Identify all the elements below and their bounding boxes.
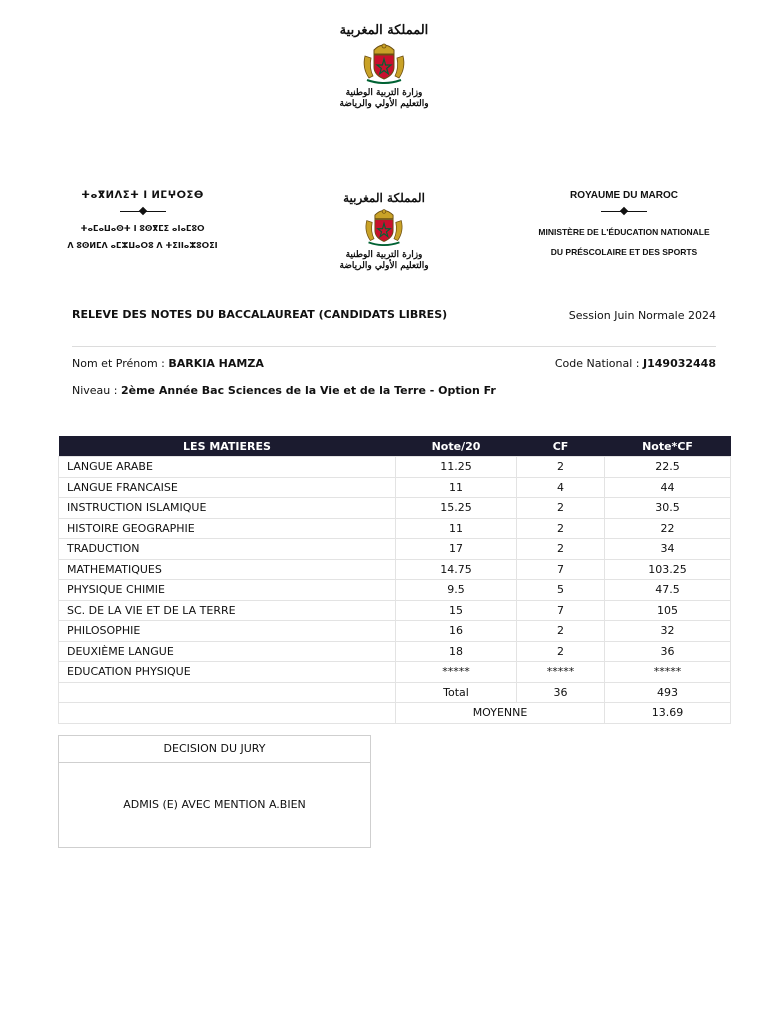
amazigh-ministry-line-1: ⵜⴰⵎⴰⵡⴰⵙⵜ ⵏ ⵓⵙⴳⵎⵉ ⴰⵏⴰⵎⵓⵔ — [80, 224, 205, 233]
note-cf-cell: 103.25 — [605, 559, 731, 580]
moyenne-row — [59, 703, 731, 724]
cf-cell: 5 — [517, 580, 605, 601]
cf-cell: 2 — [517, 621, 605, 642]
subject-cell: EDUCATION PHYSIQUE — [59, 662, 396, 683]
table-row — [59, 477, 731, 498]
subject-cell: DEUXIÈME LANGUE — [59, 641, 396, 662]
subject-cell: PHILOSOPHIE — [59, 621, 396, 642]
subject-cell: PHYSIQUE CHIMIE — [59, 580, 396, 601]
header-subjects: LES MATIERES — [59, 436, 396, 457]
document-title: RELEVE DES NOTES DU BACCALAUREAT (CANDIDATS LIBRES) — [72, 308, 448, 321]
table-row — [59, 580, 731, 601]
note-cell: 15 — [396, 600, 517, 621]
grades-table — [58, 436, 731, 724]
top-emblem-block — [314, 22, 454, 110]
note-cell: 16 — [396, 621, 517, 642]
note-cf-cell: 34 — [605, 539, 731, 560]
table-row — [59, 600, 731, 621]
header-note-cf: Note*CF — [605, 436, 731, 457]
subject-cell: SC. DE LA VIE ET DE LA TERRE — [59, 600, 396, 621]
amazigh-kingdom: ⵜⴰⴳⵍⴷⵉⵜ ⵏ ⵍⵎⵖⵔⵉⴱ — [81, 190, 204, 201]
name-value: BARKIA HAMZA — [168, 357, 264, 370]
niveau-field — [72, 384, 496, 397]
cf-cell: 2 — [517, 518, 605, 539]
table-row — [59, 621, 731, 642]
note-cf-cell: 22.5 — [605, 457, 731, 478]
table-header-row — [59, 436, 731, 457]
note-cell: 11.25 — [396, 457, 517, 478]
ornament-divider — [120, 207, 166, 216]
header-cf: CF — [517, 436, 605, 457]
note-cell: 11 — [396, 477, 517, 498]
middle-emblem-block — [330, 190, 438, 272]
cf-cell: 7 — [517, 600, 605, 621]
niveau-value: 2ème Année Bac Sciences de la Vie et de la Terre - Option Fr — [120, 384, 496, 397]
table-row — [59, 539, 731, 560]
mid-ministry-arabic-line-1: وزارة التربية الوطنية — [345, 250, 423, 260]
niveau-label: Niveau : — [72, 384, 121, 397]
cf-cell: 7 — [517, 559, 605, 580]
code-national-field — [555, 357, 716, 370]
moyenne-label: MOYENNE — [396, 703, 605, 724]
code-label: Code National : — [554, 357, 644, 370]
total-empty-cell — [59, 682, 396, 703]
note-cf-cell: 32 — [605, 621, 731, 642]
note-cf-cell: 44 — [605, 477, 731, 498]
mid-ministry-arabic-line-2: والتعليم الأولي والرياضة — [339, 261, 429, 271]
table-row — [59, 457, 731, 478]
table-row — [59, 498, 731, 519]
subject-cell: INSTRUCTION ISLAMIQUE — [59, 498, 396, 519]
moroccan-coat-of-arms-icon — [363, 206, 405, 246]
code-value: J149032448 — [643, 357, 716, 370]
table-row — [59, 518, 731, 539]
jury-decision-box — [58, 735, 371, 848]
table-row — [59, 559, 731, 580]
fr-kingdom: ROYAUME DU MAROC — [570, 190, 678, 201]
top-ministry-arabic-line-2: والتعليم الأولي والرياضة — [339, 99, 429, 109]
french-header-block — [535, 190, 713, 260]
note-cf-cell: 22 — [605, 518, 731, 539]
note-cell: 9.5 — [396, 580, 517, 601]
cf-cell: 2 — [517, 457, 605, 478]
subject-cell: MATHEMATIQUES — [59, 559, 396, 580]
table-row — [59, 641, 731, 662]
cf-cell: ***** — [517, 662, 605, 683]
note-cell: 18 — [396, 641, 517, 662]
note-cf-cell: 30.5 — [605, 498, 731, 519]
moyenne-value: 13.69 — [605, 703, 731, 724]
separator-line — [72, 346, 716, 347]
mid-kingdom-arabic: المملكة المغربية — [343, 191, 425, 205]
grades-table-body — [59, 457, 731, 683]
note-cell: 14.75 — [396, 559, 517, 580]
total-note-cf: 493 — [605, 682, 731, 703]
top-ministry-arabic-line-1: وزارة التربية الوطنية — [345, 88, 423, 98]
moyenne-empty-cell — [59, 703, 396, 724]
subject-cell: HISTOIRE GEOGRAPHIE — [59, 518, 396, 539]
fr-ministry-line-1: MINISTÈRE DE L'ÉDUCATION NATIONALE — [538, 227, 710, 237]
subject-cell: TRADUCTION — [59, 539, 396, 560]
cf-cell: 4 — [517, 477, 605, 498]
jury-title: DECISION DU JURY — [59, 736, 370, 763]
table-row — [59, 662, 731, 683]
amazigh-header-block — [60, 190, 225, 250]
header-note: Note/20 — [396, 436, 517, 457]
note-cf-cell: 105 — [605, 600, 731, 621]
note-cell: 17 — [396, 539, 517, 560]
note-cf-cell: ***** — [605, 662, 731, 683]
jury-decision: ADMIS (E) AVEC MENTION A.BIEN — [123, 798, 306, 811]
note-cf-cell: 47.5 — [605, 580, 731, 601]
subject-cell: LANGUE ARABE — [59, 457, 396, 478]
subject-cell: LANGUE FRANCAISE — [59, 477, 396, 498]
note-cell: 15.25 — [396, 498, 517, 519]
ornament-divider — [601, 207, 647, 216]
top-kingdom-arabic: المملكة المغربية — [339, 23, 429, 38]
total-label: Total — [396, 682, 517, 703]
cf-cell: 2 — [517, 498, 605, 519]
name-label: Nom et Prénom : — [72, 357, 169, 370]
cf-cell: 2 — [517, 641, 605, 662]
candidate-name-field — [72, 357, 264, 370]
note-cell: 11 — [396, 518, 517, 539]
total-row — [59, 682, 731, 703]
note-cell: ***** — [396, 662, 517, 683]
amazigh-ministry-line-2: ⴷ ⵓⵙⵍⵎⴷ ⴰⵎⵣⵡⴰⵔⵓ ⴷ ⵜⵉⵏⵏⴰⵣⵓⵔⵉⵏ — [67, 241, 218, 250]
note-cf-cell: 36 — [605, 641, 731, 662]
session-label: Session Juin Normale 2024 — [568, 309, 716, 322]
fr-ministry-line-2: DU PRÉSCOLAIRE ET DES SPORTS — [550, 247, 698, 257]
cf-cell: 2 — [517, 539, 605, 560]
moroccan-coat-of-arms-icon — [361, 40, 407, 84]
total-cf: 36 — [517, 682, 605, 703]
